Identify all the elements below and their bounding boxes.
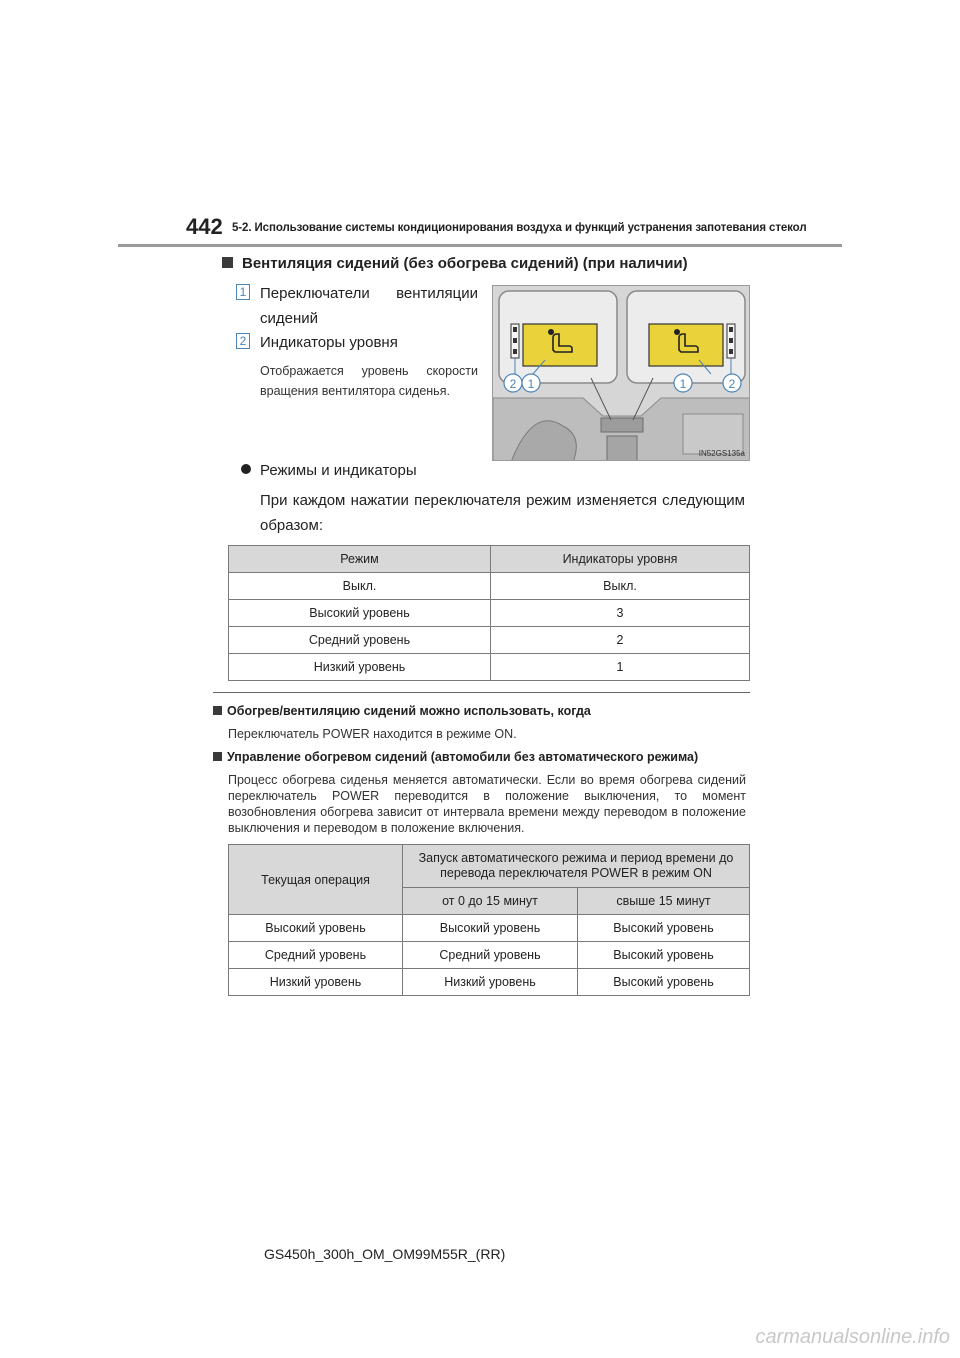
square-bullet-icon (222, 257, 233, 268)
table-cell: Высокий уровень (403, 915, 578, 942)
table-cell: 1 (491, 654, 750, 681)
bullet-heading: Режимы и индикаторы (241, 462, 417, 479)
table-cell: Выкл. (491, 573, 750, 600)
model-code-footer: GS450h_300h_OM_OM99M55R_(RR) (264, 1246, 506, 1262)
note-body: Переключатель POWER находится в режиме ON. (228, 727, 517, 741)
table-cell: Средний уровень (229, 942, 403, 969)
table-cell: Высокий уровень (578, 969, 750, 996)
table-cell: 3 (491, 600, 750, 627)
table-header-cell: Запуск автоматического режима и период времени до перевода переключателя POWER в режим ON (403, 845, 750, 888)
svg-text:2: 2 (728, 377, 736, 391)
heating-resume-table (228, 844, 750, 996)
item-label-switches: Переключатели вентиляции сидений (260, 285, 478, 327)
table-row (229, 654, 750, 681)
seat-ventilation-figure (492, 285, 750, 461)
bullet-dot-icon (241, 464, 251, 474)
callout-badge: 1 (236, 284, 250, 300)
table-cell: Высокий уровень (578, 915, 750, 942)
table-row (229, 627, 750, 654)
svg-text:1: 1 (679, 377, 687, 391)
dashboard-illustration (493, 286, 750, 461)
table-cell: Низкий уровень (229, 654, 491, 681)
item-label-indicators: Индикаторы уровня (260, 334, 398, 351)
modes-paragraph: При каждом нажатии переключателя режим изменяется следующим образом: (260, 492, 745, 534)
table-cell: Низкий уровень (229, 969, 403, 996)
section-separator (213, 692, 750, 693)
callout-2-left (504, 374, 522, 392)
table-cell: 2 (491, 627, 750, 654)
table-row (229, 573, 750, 600)
watermark: carmanualsonline.info (755, 1326, 950, 1348)
table-cell: Выкл. (229, 573, 491, 600)
square-bullet-icon (213, 706, 222, 715)
table-row (229, 600, 750, 627)
callout-1-left (522, 374, 540, 392)
table-cell: Высокий уровень (578, 942, 750, 969)
header-rule (118, 244, 842, 247)
table-cell: Низкий уровень (403, 969, 578, 996)
chapter-title: 5-2. Использование системы кондиционирования воздуха и функций устранения запотевания стекол (232, 222, 807, 234)
table-cell: Высокий уровень (229, 915, 403, 942)
note-body: Процесс обогрева сиденья меняется автоматически. Если во время обогрева сидений переключатель POWER переводится в положение выключения, то момент возобновления обогрева зависит от интервала времени между переводом в положение выключения и переводом в положение включения. (228, 773, 746, 835)
item-note: Отображается уровень скорости вращения вентилятора сиденья. (260, 364, 478, 398)
table-header-cell: свыше 15 минут (578, 888, 750, 915)
table-row (229, 969, 750, 996)
callout-badge: 2 (236, 333, 250, 349)
table-header-cell: от 0 до 15 минут (403, 888, 578, 915)
square-bullet-icon (213, 752, 222, 761)
svg-text:1: 1 (527, 377, 535, 391)
note-heading: Управление обогревом сидений (автомобили без автоматического режима) (213, 750, 698, 764)
table-header-cell: Индикаторы уровня (491, 546, 750, 573)
callout-1-right (674, 374, 692, 392)
modes-table (228, 545, 750, 681)
table-cell: Средний уровень (229, 627, 491, 654)
image-code: IN52GS135a (698, 449, 745, 458)
note-heading: Обогрев/вентиляцию сидений можно использовать, когда (213, 704, 591, 718)
table-row (229, 915, 750, 942)
table-cell: Высокий уровень (229, 600, 491, 627)
table-cell: Средний уровень (403, 942, 578, 969)
section-title: Вентиляция сидений (без обогрева сидений) (при наличии) (222, 255, 688, 272)
table-header-cell: Режим (229, 546, 491, 573)
page-number: 442 (186, 214, 223, 239)
table-header-row (229, 546, 750, 573)
table-header-row (229, 845, 750, 888)
callout-2-right (723, 374, 741, 392)
svg-text:2: 2 (509, 377, 517, 391)
table-row (229, 942, 750, 969)
table-header-cell: Текущая операция (229, 845, 403, 915)
